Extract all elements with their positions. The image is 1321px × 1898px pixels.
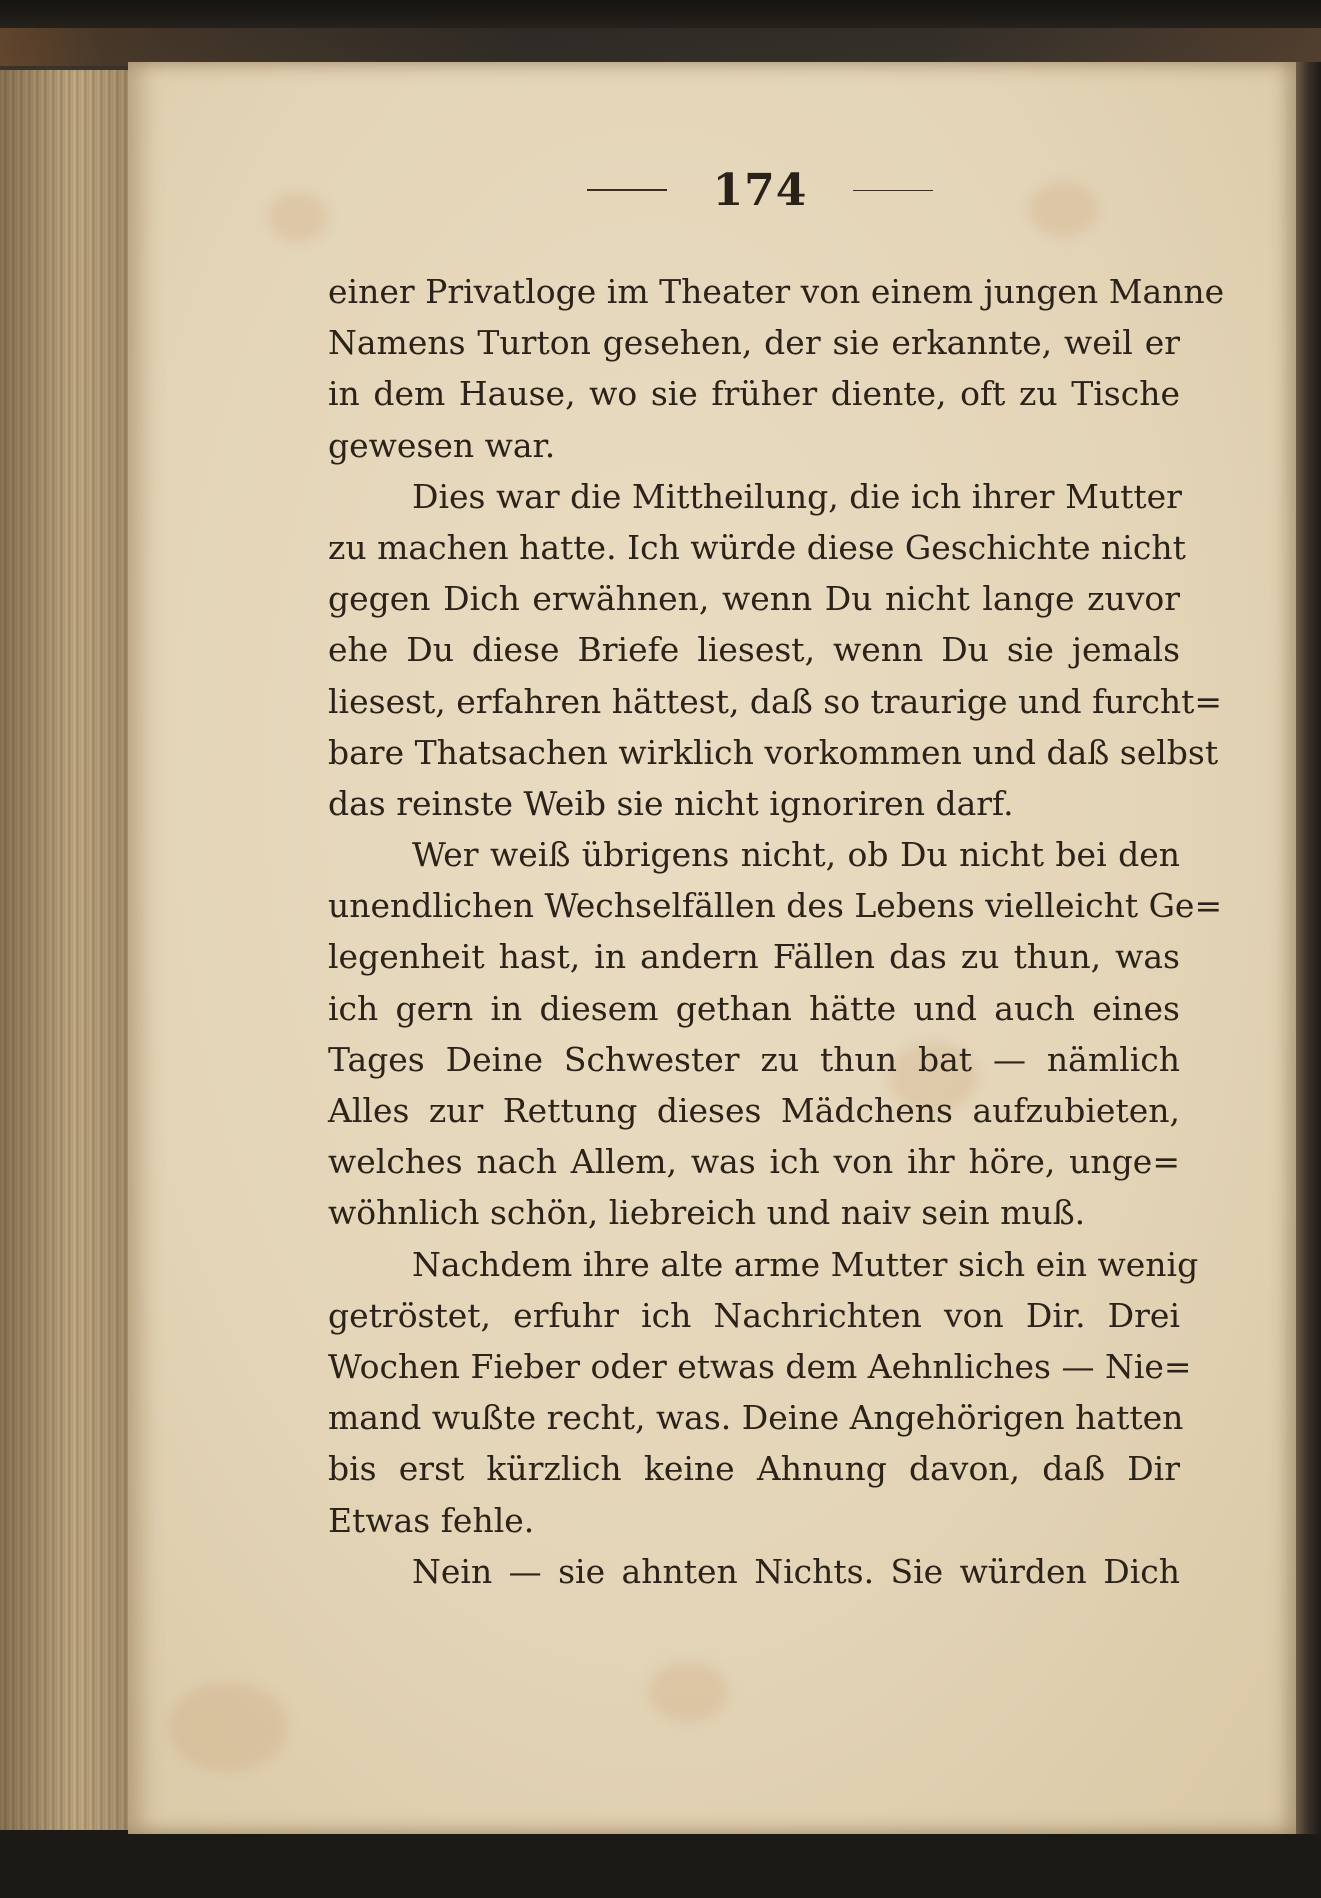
page-stain [1028, 182, 1098, 237]
text-line: getröstet, erfuhr ich Nachrichten von Dir. Drei [328, 1295, 1180, 1335]
text-line: welches nach Allem, was ich von ihr höre, unge= [328, 1142, 1180, 1182]
header-rule-left [587, 189, 667, 191]
page-stain [168, 1682, 288, 1772]
text-line: gewesen war. [328, 425, 556, 465]
text-line: bare Thatsachen wirklich vorkommen und daß selbst [328, 732, 1219, 772]
text-line: legenheit hast, in andern Fällen das zu thun, was [328, 937, 1180, 977]
text-line: ich gern in diesem gethan hätte und auch eines [328, 988, 1180, 1028]
page-right-edge [1296, 62, 1321, 1834]
book-cover-bottom [0, 1834, 1321, 1898]
header-rule-right [853, 190, 933, 191]
text-line: zu machen hatte. Ich würde diese Geschichte nicht [328, 527, 1186, 567]
page-stack-shadow [0, 70, 128, 1830]
page-stain [648, 1662, 728, 1722]
text-line: Wer weiß übrigens nicht, ob Du nicht bei den [412, 835, 1180, 875]
text-line: liesest, erfahren hättest, daß so traurige und furcht= [328, 681, 1222, 721]
page-stain [268, 192, 328, 242]
text-line: Alles zur Rettung dieses Mädchens aufzubieten, [328, 1091, 1180, 1130]
text-line: das reinste Weib sie nicht ignoriren darf. [328, 783, 1014, 823]
text-line: Dies war die Mittheilung, die ich ihrer Mutter [412, 476, 1182, 516]
page-header [560, 160, 960, 220]
text-line: Nein — sie ahnten Nichts. Sie würden Dich [412, 1551, 1180, 1591]
text-line: Namens Turton gesehen, der sie erkannte, weil er [328, 323, 1180, 363]
text-line: Tages Deine Schwester zu thun bat — nämlich [328, 1039, 1180, 1079]
body-text [328, 266, 1225, 1597]
text-line: Etwas fehle. [328, 1500, 535, 1540]
page-number: 174 [712, 164, 808, 216]
text-line: Wochen Fieber oder etwas dem Aehnliches — Nie= [328, 1346, 1192, 1386]
text-line: einer Privatloge im Theater von einem jungen Manne [328, 272, 1225, 311]
text-line: wöhnlich schön, liebreich und naiv sein muß. [328, 1193, 1086, 1233]
text-line: mand wußte recht, was. Deine Angehörigen hatten [328, 1398, 1184, 1438]
text-line: in dem Hause, wo sie früher diente, oft zu Tische [328, 374, 1180, 414]
text-line: bis erst kürzlich keine Ahnung davon, daß Dir [328, 1449, 1180, 1489]
text-line: unendlichen Wechselfällen des Lebens vielleicht Ge= [328, 886, 1223, 926]
text-line: Nachdem ihre alte arme Mutter sich ein wenig [412, 1244, 1199, 1284]
book-cover-edge [0, 28, 1321, 66]
text-line: gegen Dich erwähnen, wenn Du nicht lange zuvor [328, 579, 1180, 619]
text-line: ehe Du diese Briefe liesest, wenn Du sie jemals [328, 630, 1180, 670]
